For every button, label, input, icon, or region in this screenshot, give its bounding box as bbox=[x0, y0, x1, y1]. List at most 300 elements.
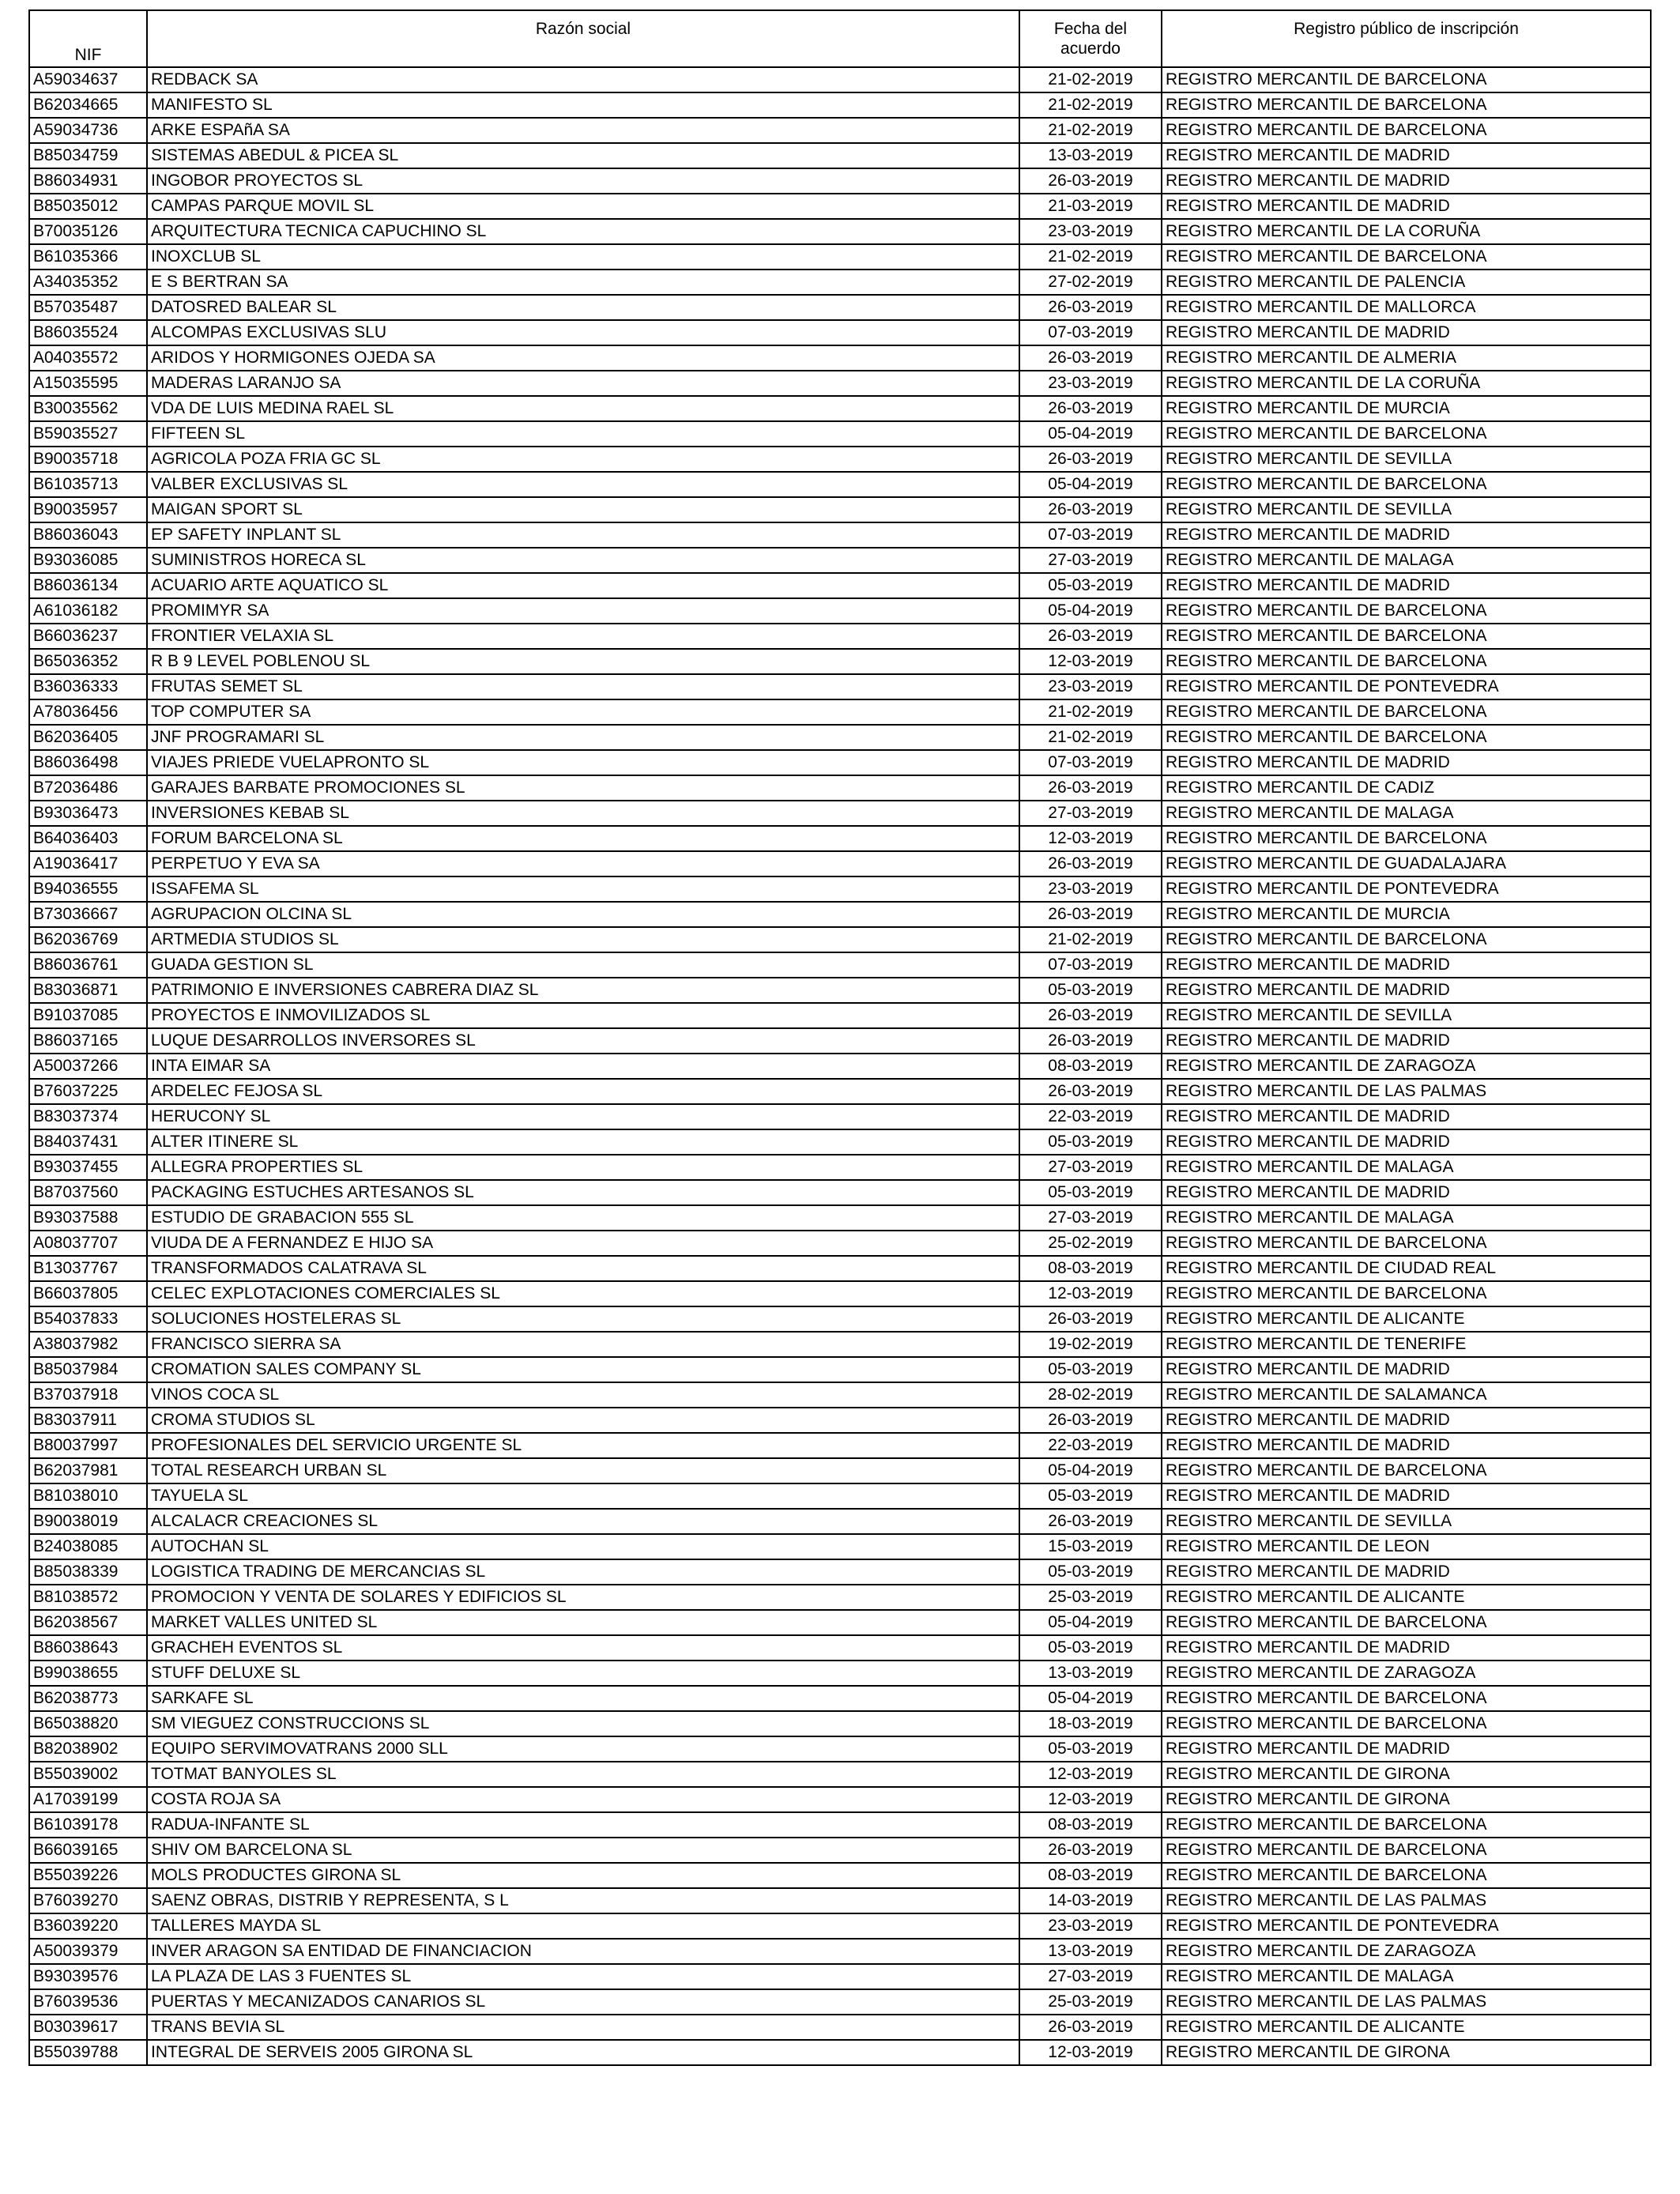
cell-nif: B81038572 bbox=[29, 1585, 147, 1610]
cell-fecha: 23-03-2019 bbox=[1019, 371, 1162, 396]
cell-registro: REGISTRO MERCANTIL DE MADRID bbox=[1162, 1129, 1651, 1155]
cell-fecha: 26-03-2019 bbox=[1019, 624, 1162, 649]
cell-registro: REGISTRO MERCANTIL DE MADRID bbox=[1162, 1357, 1651, 1382]
cell-nif: B90038019 bbox=[29, 1509, 147, 1534]
cell-registro: REGISTRO MERCANTIL DE LA CORUÑA bbox=[1162, 371, 1651, 396]
cell-registro: REGISTRO MERCANTIL DE ALICANTE bbox=[1162, 2015, 1651, 2040]
cell-fecha: 21-02-2019 bbox=[1019, 244, 1162, 270]
cell-registro: REGISTRO MERCANTIL DE BARCELONA bbox=[1162, 67, 1651, 92]
cell-registro: REGISTRO MERCANTIL DE MADRID bbox=[1162, 1483, 1651, 1509]
table-row bbox=[29, 168, 1651, 194]
cell-razon-social: ISSAFEMA SL bbox=[147, 876, 1019, 902]
cell-registro: REGISTRO MERCANTIL DE MADRID bbox=[1162, 194, 1651, 219]
table-row bbox=[29, 270, 1651, 295]
cell-fecha: 26-03-2019 bbox=[1019, 1408, 1162, 1433]
cell-nif: B03039617 bbox=[29, 2015, 147, 2040]
cell-registro: REGISTRO MERCANTIL DE MADRID bbox=[1162, 750, 1651, 775]
cell-nif: B84037431 bbox=[29, 1129, 147, 1155]
cell-nif: B86034931 bbox=[29, 168, 147, 194]
cell-razon-social: VINOS COCA SL bbox=[147, 1382, 1019, 1408]
cell-fecha: 21-02-2019 bbox=[1019, 92, 1162, 118]
table-row bbox=[29, 295, 1651, 320]
cell-nif: B66036237 bbox=[29, 624, 147, 649]
cell-fecha: 21-02-2019 bbox=[1019, 118, 1162, 143]
table-row bbox=[29, 699, 1651, 725]
table-row bbox=[29, 1281, 1651, 1306]
cell-razon-social: CROMATION SALES COMPANY SL bbox=[147, 1357, 1019, 1382]
cell-registro: REGISTRO MERCANTIL DE MADRID bbox=[1162, 573, 1651, 598]
cell-nif: B61039178 bbox=[29, 1812, 147, 1838]
cell-nif: B36039220 bbox=[29, 1913, 147, 1939]
cell-fecha: 12-03-2019 bbox=[1019, 1762, 1162, 1787]
table-row bbox=[29, 978, 1651, 1003]
cell-registro: REGISTRO MERCANTIL DE BARCELONA bbox=[1162, 1863, 1651, 1888]
cell-fecha: 05-03-2019 bbox=[1019, 1635, 1162, 1661]
cell-fecha: 26-03-2019 bbox=[1019, 775, 1162, 801]
cell-fecha: 23-03-2019 bbox=[1019, 219, 1162, 244]
cell-registro: REGISTRO MERCANTIL DE PONTEVEDRA bbox=[1162, 876, 1651, 902]
table-row bbox=[29, 320, 1651, 345]
cell-razon-social: AGRICOLA POZA FRIA GC SL bbox=[147, 447, 1019, 472]
cell-fecha: 21-02-2019 bbox=[1019, 725, 1162, 750]
cell-fecha: 05-04-2019 bbox=[1019, 598, 1162, 624]
table-row bbox=[29, 952, 1651, 978]
table-row bbox=[29, 801, 1651, 826]
cell-razon-social: CROMA STUDIOS SL bbox=[147, 1408, 1019, 1433]
cell-razon-social: AGRUPACION OLCINA SL bbox=[147, 902, 1019, 927]
cell-nif: B81038010 bbox=[29, 1483, 147, 1509]
cell-fecha: 05-04-2019 bbox=[1019, 1458, 1162, 1483]
cell-fecha: 26-03-2019 bbox=[1019, 902, 1162, 927]
table-row bbox=[29, 1256, 1651, 1281]
cell-nif: B62034665 bbox=[29, 92, 147, 118]
cell-fecha: 26-03-2019 bbox=[1019, 1509, 1162, 1534]
cell-fecha: 23-03-2019 bbox=[1019, 1913, 1162, 1939]
cell-registro: REGISTRO MERCANTIL DE BARCELONA bbox=[1162, 1686, 1651, 1711]
table-row bbox=[29, 1306, 1651, 1332]
cell-nif: B93036085 bbox=[29, 548, 147, 573]
cell-razon-social: SUMINISTROS HORECA SL bbox=[147, 548, 1019, 573]
cell-razon-social: GUADA GESTION SL bbox=[147, 952, 1019, 978]
cell-fecha: 23-03-2019 bbox=[1019, 674, 1162, 699]
cell-fecha: 26-03-2019 bbox=[1019, 1028, 1162, 1054]
cell-razon-social: HERUCONY SL bbox=[147, 1104, 1019, 1129]
cell-razon-social: GARAJES BARBATE PROMOCIONES SL bbox=[147, 775, 1019, 801]
cell-nif: A04035572 bbox=[29, 345, 147, 371]
cell-razon-social: PROMIMYR SA bbox=[147, 598, 1019, 624]
cell-razon-social: ARIDOS Y HORMIGONES OJEDA SA bbox=[147, 345, 1019, 371]
cell-registro: REGISTRO MERCANTIL DE MALAGA bbox=[1162, 801, 1651, 826]
table-row bbox=[29, 1231, 1651, 1256]
cell-razon-social: TOP COMPUTER SA bbox=[147, 699, 1019, 725]
table-row bbox=[29, 92, 1651, 118]
table-row bbox=[29, 1762, 1651, 1787]
cell-razon-social: INGOBOR PROYECTOS SL bbox=[147, 168, 1019, 194]
cell-fecha: 19-02-2019 bbox=[1019, 1332, 1162, 1357]
cell-registro: REGISTRO MERCANTIL DE LEON bbox=[1162, 1534, 1651, 1559]
cell-registro: REGISTRO MERCANTIL DE BARCELONA bbox=[1162, 927, 1651, 952]
cell-fecha: 26-03-2019 bbox=[1019, 396, 1162, 421]
table-row bbox=[29, 1129, 1651, 1155]
cell-nif: B37037918 bbox=[29, 1382, 147, 1408]
cell-fecha: 08-03-2019 bbox=[1019, 1054, 1162, 1079]
cell-fecha: 27-03-2019 bbox=[1019, 548, 1162, 573]
cell-nif: A19036417 bbox=[29, 851, 147, 876]
cell-registro: REGISTRO MERCANTIL DE ALICANTE bbox=[1162, 1585, 1651, 1610]
cell-registro: REGISTRO MERCANTIL DE CIUDAD REAL bbox=[1162, 1256, 1651, 1281]
cell-registro: REGISTRO MERCANTIL DE MALLORCA bbox=[1162, 295, 1651, 320]
table-row bbox=[29, 1736, 1651, 1762]
cell-razon-social: ALTER ITINERE SL bbox=[147, 1129, 1019, 1155]
cell-registro: REGISTRO MERCANTIL DE SEVILLA bbox=[1162, 1003, 1651, 1028]
table-row bbox=[29, 497, 1651, 522]
cell-nif: A61036182 bbox=[29, 598, 147, 624]
cell-fecha: 07-03-2019 bbox=[1019, 952, 1162, 978]
cell-razon-social: LA PLAZA DE LAS 3 FUENTES SL bbox=[147, 1964, 1019, 1989]
cell-registro: REGISTRO MERCANTIL DE SEVILLA bbox=[1162, 447, 1651, 472]
cell-nif: B86038643 bbox=[29, 1635, 147, 1661]
cell-registro: REGISTRO MERCANTIL DE MADRID bbox=[1162, 143, 1651, 168]
cell-razon-social: REDBACK SA bbox=[147, 67, 1019, 92]
cell-fecha: 12-03-2019 bbox=[1019, 826, 1162, 851]
cell-razon-social: RADUA-INFANTE SL bbox=[147, 1812, 1019, 1838]
table-row bbox=[29, 1104, 1651, 1129]
cell-registro: REGISTRO MERCANTIL DE LA CORUÑA bbox=[1162, 219, 1651, 244]
table-row bbox=[29, 725, 1651, 750]
table-row bbox=[29, 118, 1651, 143]
cell-fecha: 25-02-2019 bbox=[1019, 1231, 1162, 1256]
cell-razon-social: PERPETUO Y EVA SA bbox=[147, 851, 1019, 876]
cell-nif: B85034759 bbox=[29, 143, 147, 168]
cell-nif: A59034637 bbox=[29, 67, 147, 92]
cell-razon-social: FRONTIER VELAXIA SL bbox=[147, 624, 1019, 649]
header-registro: Registro público de inscripción bbox=[1162, 10, 1651, 67]
cell-registro: REGISTRO MERCANTIL DE MADRID bbox=[1162, 978, 1651, 1003]
cell-nif: A78036456 bbox=[29, 699, 147, 725]
cell-nif: B86037165 bbox=[29, 1028, 147, 1054]
cell-registro: REGISTRO MERCANTIL DE MADRID bbox=[1162, 1736, 1651, 1762]
cell-nif: B64036403 bbox=[29, 826, 147, 851]
table-row bbox=[29, 143, 1651, 168]
cell-razon-social: EQUIPO SERVIMOVATRANS 2000 SLL bbox=[147, 1736, 1019, 1762]
cell-registro: REGISTRO MERCANTIL DE MADRID bbox=[1162, 1408, 1651, 1433]
cell-nif: B86035524 bbox=[29, 320, 147, 345]
cell-nif: B85037984 bbox=[29, 1357, 147, 1382]
cell-registro: REGISTRO MERCANTIL DE MADRID bbox=[1162, 1104, 1651, 1129]
table-body bbox=[29, 67, 1651, 2065]
cell-razon-social: FRUTAS SEMET SL bbox=[147, 674, 1019, 699]
cell-registro: REGISTRO MERCANTIL DE BARCELONA bbox=[1162, 1231, 1651, 1256]
cell-nif: B76039270 bbox=[29, 1888, 147, 1913]
table-row bbox=[29, 219, 1651, 244]
cell-nif: A15035595 bbox=[29, 371, 147, 396]
cell-registro: REGISTRO MERCANTIL DE MADRID bbox=[1162, 1635, 1651, 1661]
cell-razon-social: INTEGRAL DE SERVEIS 2005 GIRONA SL bbox=[147, 2040, 1019, 2065]
cell-fecha: 08-03-2019 bbox=[1019, 1256, 1162, 1281]
table-row bbox=[29, 421, 1651, 447]
cell-registro: REGISTRO MERCANTIL DE ZARAGOZA bbox=[1162, 1939, 1651, 1964]
table-row bbox=[29, 573, 1651, 598]
cell-registro: REGISTRO MERCANTIL DE GIRONA bbox=[1162, 2040, 1651, 2065]
cell-registro: REGISTRO MERCANTIL DE MURCIA bbox=[1162, 396, 1651, 421]
cell-registro: REGISTRO MERCANTIL DE PALENCIA bbox=[1162, 270, 1651, 295]
cell-registro: REGISTRO MERCANTIL DE MALAGA bbox=[1162, 548, 1651, 573]
table-row bbox=[29, 1155, 1651, 1180]
cell-registro: REGISTRO MERCANTIL DE BARCELONA bbox=[1162, 1281, 1651, 1306]
cell-registro: REGISTRO MERCANTIL DE MADRID bbox=[1162, 522, 1651, 548]
cell-fecha: 25-03-2019 bbox=[1019, 1585, 1162, 1610]
cell-registro: REGISTRO MERCANTIL DE PONTEVEDRA bbox=[1162, 1913, 1651, 1939]
table-row bbox=[29, 1382, 1651, 1408]
cell-registro: REGISTRO MERCANTIL DE MADRID bbox=[1162, 320, 1651, 345]
cell-fecha: 26-03-2019 bbox=[1019, 168, 1162, 194]
cell-fecha: 26-03-2019 bbox=[1019, 1838, 1162, 1863]
cell-registro: REGISTRO MERCANTIL DE CADIZ bbox=[1162, 775, 1651, 801]
cell-nif: B65036352 bbox=[29, 649, 147, 674]
cell-fecha: 05-03-2019 bbox=[1019, 1483, 1162, 1509]
cell-nif: A50039379 bbox=[29, 1939, 147, 1964]
cell-nif: B66037805 bbox=[29, 1281, 147, 1306]
table-row bbox=[29, 1079, 1651, 1104]
table-row bbox=[29, 1205, 1651, 1231]
table-row bbox=[29, 1054, 1651, 1079]
cell-registro: REGISTRO MERCANTIL DE SEVILLA bbox=[1162, 497, 1651, 522]
cell-razon-social: VIUDA DE A FERNANDEZ E HIJO SA bbox=[147, 1231, 1019, 1256]
table-row bbox=[29, 1989, 1651, 2015]
cell-nif: A17039199 bbox=[29, 1787, 147, 1812]
table-row bbox=[29, 649, 1651, 674]
cell-nif: B24038085 bbox=[29, 1534, 147, 1559]
cell-registro: REGISTRO MERCANTIL DE BARCELONA bbox=[1162, 244, 1651, 270]
cell-fecha: 05-04-2019 bbox=[1019, 1610, 1162, 1635]
cell-fecha: 13-03-2019 bbox=[1019, 143, 1162, 168]
cell-razon-social: SARKAFE SL bbox=[147, 1686, 1019, 1711]
cell-registro: REGISTRO MERCANTIL DE MALAGA bbox=[1162, 1964, 1651, 1989]
table-row bbox=[29, 1686, 1651, 1711]
table-row bbox=[29, 1888, 1651, 1913]
table-row bbox=[29, 1787, 1651, 1812]
cell-razon-social: FIFTEEN SL bbox=[147, 421, 1019, 447]
cell-razon-social: PACKAGING ESTUCHES ARTESANOS SL bbox=[147, 1180, 1019, 1205]
cell-nif: B55039226 bbox=[29, 1863, 147, 1888]
cell-razon-social: MANIFESTO SL bbox=[147, 92, 1019, 118]
cell-razon-social: MOLS PRODUCTES GIRONA SL bbox=[147, 1863, 1019, 1888]
cell-fecha: 27-03-2019 bbox=[1019, 1964, 1162, 1989]
cell-razon-social: TRANSFORMADOS CALATRAVA SL bbox=[147, 1256, 1019, 1281]
cell-razon-social: SOLUCIONES HOSTELERAS SL bbox=[147, 1306, 1019, 1332]
cell-razon-social: STUFF DELUXE SL bbox=[147, 1661, 1019, 1686]
companies-table bbox=[28, 9, 1652, 2066]
table-row bbox=[29, 1433, 1651, 1458]
cell-registro: REGISTRO MERCANTIL DE BARCELONA bbox=[1162, 598, 1651, 624]
cell-registro: REGISTRO MERCANTIL DE BARCELONA bbox=[1162, 1812, 1651, 1838]
cell-fecha: 05-03-2019 bbox=[1019, 978, 1162, 1003]
table-row bbox=[29, 902, 1651, 927]
cell-razon-social: LOGISTICA TRADING DE MERCANCIAS SL bbox=[147, 1559, 1019, 1585]
cell-nif: B70035126 bbox=[29, 219, 147, 244]
cell-registro: REGISTRO MERCANTIL DE ZARAGOZA bbox=[1162, 1054, 1651, 1079]
cell-registro: REGISTRO MERCANTIL DE SEVILLA bbox=[1162, 1509, 1651, 1534]
cell-razon-social: LUQUE DESARROLLOS INVERSORES SL bbox=[147, 1028, 1019, 1054]
cell-registro: REGISTRO MERCANTIL DE MADRID bbox=[1162, 1180, 1651, 1205]
cell-fecha: 28-02-2019 bbox=[1019, 1382, 1162, 1408]
cell-registro: REGISTRO MERCANTIL DE MURCIA bbox=[1162, 902, 1651, 927]
table-row bbox=[29, 1408, 1651, 1433]
cell-fecha: 05-04-2019 bbox=[1019, 421, 1162, 447]
cell-fecha: 26-03-2019 bbox=[1019, 1079, 1162, 1104]
cell-registro: REGISTRO MERCANTIL DE BARCELONA bbox=[1162, 1610, 1651, 1635]
table-row bbox=[29, 194, 1651, 219]
cell-registro: REGISTRO MERCANTIL DE MADRID bbox=[1162, 1559, 1651, 1585]
cell-fecha: 27-02-2019 bbox=[1019, 270, 1162, 295]
cell-registro: REGISTRO MERCANTIL DE ALICANTE bbox=[1162, 1306, 1651, 1332]
cell-fecha: 12-03-2019 bbox=[1019, 1787, 1162, 1812]
table-row bbox=[29, 1661, 1651, 1686]
table-row bbox=[29, 2040, 1651, 2065]
cell-fecha: 26-03-2019 bbox=[1019, 497, 1162, 522]
cell-nif: B99038655 bbox=[29, 1661, 147, 1686]
table-row bbox=[29, 345, 1651, 371]
cell-nif: B80037997 bbox=[29, 1433, 147, 1458]
cell-registro: REGISTRO MERCANTIL DE LAS PALMAS bbox=[1162, 1079, 1651, 1104]
cell-nif: B85035012 bbox=[29, 194, 147, 219]
cell-razon-social: MAIGAN SPORT SL bbox=[147, 497, 1019, 522]
cell-registro: REGISTRO MERCANTIL DE BARCELONA bbox=[1162, 421, 1651, 447]
cell-razon-social: PUERTAS Y MECANIZADOS CANARIOS SL bbox=[147, 1989, 1019, 2015]
cell-registro: REGISTRO MERCANTIL DE BARCELONA bbox=[1162, 92, 1651, 118]
header-razon-social: Razón social bbox=[147, 10, 1019, 67]
cell-fecha: 26-03-2019 bbox=[1019, 345, 1162, 371]
cell-registro: REGISTRO MERCANTIL DE GUADALAJARA bbox=[1162, 851, 1651, 876]
cell-fecha: 05-04-2019 bbox=[1019, 1686, 1162, 1711]
table-header bbox=[29, 10, 1651, 67]
cell-nif: B93037455 bbox=[29, 1155, 147, 1180]
table-row bbox=[29, 472, 1651, 497]
cell-nif: B36036333 bbox=[29, 674, 147, 699]
cell-razon-social: ARKE ESPAñA SA bbox=[147, 118, 1019, 143]
cell-registro: REGISTRO MERCANTIL DE BARCELONA bbox=[1162, 1458, 1651, 1483]
cell-razon-social: SISTEMAS ABEDUL & PICEA SL bbox=[147, 143, 1019, 168]
table-row bbox=[29, 826, 1651, 851]
cell-razon-social: E S BERTRAN SA bbox=[147, 270, 1019, 295]
cell-fecha: 13-03-2019 bbox=[1019, 1939, 1162, 1964]
cell-fecha: 22-03-2019 bbox=[1019, 1433, 1162, 1458]
table-row bbox=[29, 522, 1651, 548]
cell-nif: B57035487 bbox=[29, 295, 147, 320]
cell-registro: REGISTRO MERCANTIL DE SALAMANCA bbox=[1162, 1382, 1651, 1408]
cell-razon-social: FORUM BARCELONA SL bbox=[147, 826, 1019, 851]
cell-nif: B65038820 bbox=[29, 1711, 147, 1736]
cell-razon-social: CAMPAS PARQUE MOVIL SL bbox=[147, 194, 1019, 219]
cell-fecha: 21-02-2019 bbox=[1019, 927, 1162, 952]
header-row bbox=[29, 10, 1651, 67]
cell-fecha: 26-03-2019 bbox=[1019, 295, 1162, 320]
table-row bbox=[29, 371, 1651, 396]
cell-nif: B93036473 bbox=[29, 801, 147, 826]
cell-fecha: 05-03-2019 bbox=[1019, 1180, 1162, 1205]
cell-razon-social: PROFESIONALES DEL SERVICIO URGENTE SL bbox=[147, 1433, 1019, 1458]
cell-fecha: 07-03-2019 bbox=[1019, 320, 1162, 345]
cell-razon-social: R B 9 LEVEL POBLENOU SL bbox=[147, 649, 1019, 674]
cell-razon-social: TOTAL RESEARCH URBAN SL bbox=[147, 1458, 1019, 1483]
cell-nif: B54037833 bbox=[29, 1306, 147, 1332]
cell-registro: REGISTRO MERCANTIL DE GIRONA bbox=[1162, 1762, 1651, 1787]
cell-nif: B86036134 bbox=[29, 573, 147, 598]
cell-razon-social: ARQUITECTURA TECNICA CAPUCHINO SL bbox=[147, 219, 1019, 244]
cell-razon-social: FRANCISCO SIERRA SA bbox=[147, 1332, 1019, 1357]
cell-razon-social: PROMOCION Y VENTA DE SOLARES Y EDIFICIOS SL bbox=[147, 1585, 1019, 1610]
cell-fecha: 26-03-2019 bbox=[1019, 1306, 1162, 1332]
cell-razon-social: ALCALACR CREACIONES SL bbox=[147, 1509, 1019, 1534]
cell-fecha: 07-03-2019 bbox=[1019, 522, 1162, 548]
cell-registro: REGISTRO MERCANTIL DE BARCELONA bbox=[1162, 699, 1651, 725]
cell-nif: B86036761 bbox=[29, 952, 147, 978]
cell-fecha: 05-03-2019 bbox=[1019, 1357, 1162, 1382]
table-row bbox=[29, 851, 1651, 876]
cell-registro: REGISTRO MERCANTIL DE MADRID bbox=[1162, 1433, 1651, 1458]
cell-registro: REGISTRO MERCANTIL DE ALMERIA bbox=[1162, 345, 1651, 371]
cell-razon-social: TAYUELA SL bbox=[147, 1483, 1019, 1509]
cell-registro: REGISTRO MERCANTIL DE BARCELONA bbox=[1162, 118, 1651, 143]
cell-razon-social: VIAJES PRIEDE VUELAPRONTO SL bbox=[147, 750, 1019, 775]
cell-nif: B85038339 bbox=[29, 1559, 147, 1585]
table-row bbox=[29, 775, 1651, 801]
cell-registro: REGISTRO MERCANTIL DE MALAGA bbox=[1162, 1205, 1651, 1231]
cell-nif: B66039165 bbox=[29, 1838, 147, 1863]
table-row bbox=[29, 1559, 1651, 1585]
table-row bbox=[29, 1180, 1651, 1205]
cell-nif: B94036555 bbox=[29, 876, 147, 902]
cell-fecha: 12-03-2019 bbox=[1019, 1281, 1162, 1306]
table-row bbox=[29, 548, 1651, 573]
cell-razon-social: PATRIMONIO E INVERSIONES CABRERA DIAZ SL bbox=[147, 978, 1019, 1003]
table-row bbox=[29, 1509, 1651, 1534]
cell-fecha: 08-03-2019 bbox=[1019, 1812, 1162, 1838]
cell-nif: B82038902 bbox=[29, 1736, 147, 1762]
cell-registro: REGISTRO MERCANTIL DE ZARAGOZA bbox=[1162, 1661, 1651, 1686]
cell-nif: B90035957 bbox=[29, 497, 147, 522]
cell-razon-social: INTA EIMAR SA bbox=[147, 1054, 1019, 1079]
cell-nif: A34035352 bbox=[29, 270, 147, 295]
table-row bbox=[29, 1913, 1651, 1939]
cell-razon-social: COSTA ROJA SA bbox=[147, 1787, 1019, 1812]
cell-razon-social: ARDELEC FEJOSA SL bbox=[147, 1079, 1019, 1104]
cell-registro: REGISTRO MERCANTIL DE PONTEVEDRA bbox=[1162, 674, 1651, 699]
cell-fecha: 23-03-2019 bbox=[1019, 876, 1162, 902]
cell-registro: REGISTRO MERCANTIL DE MADRID bbox=[1162, 952, 1651, 978]
cell-fecha: 27-03-2019 bbox=[1019, 801, 1162, 826]
cell-nif: B13037767 bbox=[29, 1256, 147, 1281]
cell-razon-social: SAENZ OBRAS, DISTRIB Y REPRESENTA, S L bbox=[147, 1888, 1019, 1913]
table-row bbox=[29, 1003, 1651, 1028]
cell-registro: REGISTRO MERCANTIL DE BARCELONA bbox=[1162, 624, 1651, 649]
cell-razon-social: ACUARIO ARTE AQUATICO SL bbox=[147, 573, 1019, 598]
table-row bbox=[29, 67, 1651, 92]
cell-razon-social: PROYECTOS E INMOVILIZADOS SL bbox=[147, 1003, 1019, 1028]
cell-razon-social: ALLEGRA PROPERTIES SL bbox=[147, 1155, 1019, 1180]
header-nif: NIF bbox=[29, 10, 147, 67]
cell-fecha: 12-03-2019 bbox=[1019, 2040, 1162, 2065]
cell-registro: REGISTRO MERCANTIL DE BARCELONA bbox=[1162, 649, 1651, 674]
cell-razon-social: SHIV OM BARCELONA SL bbox=[147, 1838, 1019, 1863]
cell-registro: REGISTRO MERCANTIL DE GIRONA bbox=[1162, 1787, 1651, 1812]
cell-razon-social: MARKET VALLES UNITED SL bbox=[147, 1610, 1019, 1635]
cell-nif: B62037981 bbox=[29, 1458, 147, 1483]
cell-fecha: 05-03-2019 bbox=[1019, 1129, 1162, 1155]
cell-registro: REGISTRO MERCANTIL DE BARCELONA bbox=[1162, 725, 1651, 750]
cell-fecha: 07-03-2019 bbox=[1019, 750, 1162, 775]
cell-registro: REGISTRO MERCANTIL DE MADRID bbox=[1162, 1028, 1651, 1054]
